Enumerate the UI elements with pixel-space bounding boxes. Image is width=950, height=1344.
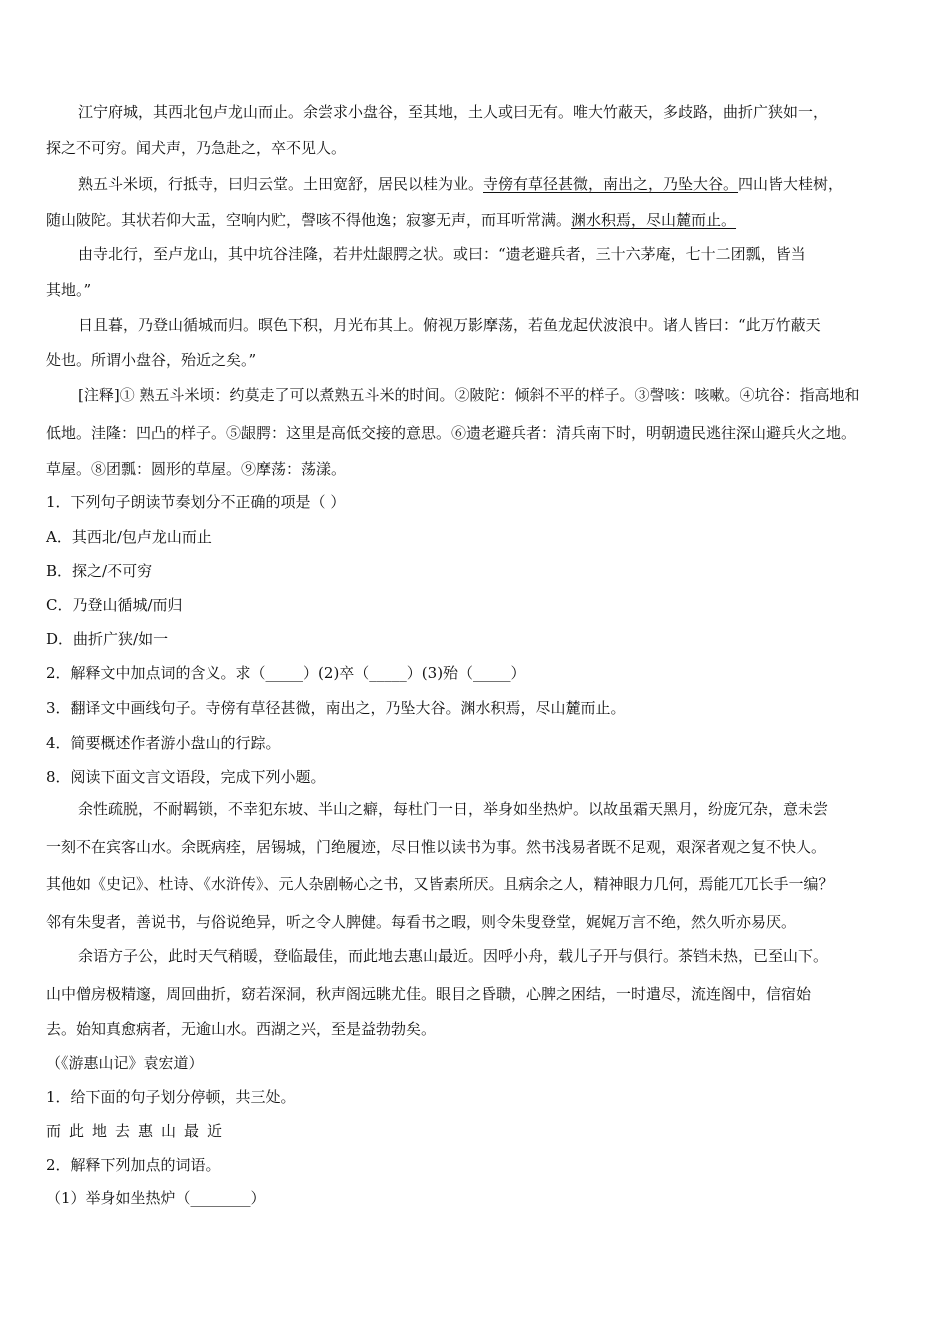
passage1-p2-line1	[78, 174, 843, 194]
passage1-p1-line2: 探之不可穷。闻犬声，乃急赴之，卒不见人。	[46, 139, 347, 157]
question-3: 3．翻译文中画线句子。寺傍有草径甚微，南出之，乃坠大谷。渊水积焉，尽山麓而止。	[46, 699, 626, 717]
passage2-p1-line2: 一刻不在宾客山水。余既病痊，居锡城，门绝履迹，尽日惟以读书为事。然书浅易者既不足观，艰深者观之复不快人。	[46, 838, 827, 856]
question-2: 2．解释文中加点词的含义。求（_____）(2)卒（_____）(3)殆（_____）	[46, 664, 526, 682]
sub-question-1: （1）举身如坐热炉（________）	[46, 1189, 266, 1207]
option-c: C．乃登山循城/而归	[46, 596, 183, 614]
option-a: A．其西北/包卢龙山而止	[46, 528, 212, 546]
passage1-p2-line2	[46, 210, 736, 230]
source-citation: （《游惠山记》袁宏道）	[46, 1054, 204, 1072]
option-b: B．探之/不可穷	[46, 562, 153, 580]
underlined-sentence: 渊水积焉，尽山麓而止。	[571, 211, 737, 229]
passage2-p2-line2: 山中僧房极精邃，周回曲折，窈若深洞，秋声阁远眺尤佳。眼目之昏聩，心脾之困结，一时遣尽，流连阁中，信宿始	[46, 985, 812, 1003]
underlined-sentence: 寺傍有草径甚微，南出之，乃坠大谷。	[483, 175, 739, 193]
question-8: 8．阅读下面文言文语段，完成下列小题。	[46, 768, 326, 786]
passage2-p2-line3: 去。始知真愈病者，无逾山水。西湖之兴，至是益勃勃矣。	[46, 1020, 437, 1038]
question-2-2: 2．解释下列加点的词语。	[46, 1156, 221, 1174]
passage1-p1-line1: 江宁府城，其西北包卢龙山而止。余尝求小盘谷，至其地，土人或曰无有。唯大竹蔽天，多歧路，曲折广狭如一，	[78, 103, 829, 121]
notes-line2: 低地。洼隆：凹凸的样子。⑤龈腭：这里是高低交接的意思。⑥遗老避兵者：清兵南下时，明朝遗民逃往深山避兵火之地。	[46, 424, 857, 442]
passage2-p1-line4: 邻有朱叟者，善说书，与俗说绝异，听之令人脾健。每看书之暇，则令朱叟登堂，娓娓万言不绝，然久听亦易厌。	[46, 913, 797, 931]
notes-line1: [注释]① 熟五斗米顷：约莫走了可以煮熟五斗米的时间。②陂陀：倾斜不平的样子。③謦咳：咳嗽。④坑谷：指高地和	[78, 386, 860, 404]
passage2-p1-line3: 其他如《史记》、杜诗、《水浒传》、元人杂剧畅心之书，又皆素所厌。且病余之人，精神眼力几何，焉能兀兀长手一编？	[46, 875, 834, 893]
question-1: 1．下列句子朗读节奏划分不正确的项是（ ）	[46, 493, 346, 511]
pause-sentence: 而此地去惠山最近	[46, 1122, 231, 1140]
text-span: 四山皆大桂树，	[738, 175, 844, 193]
passage1-p3-line1: 由寺北行，至卢龙山，其中坑谷洼隆，若井灶龈腭之状。或曰：“遗老避兵者，三十六茅庵，七十二团瓢，皆当	[78, 245, 806, 263]
text-span: 随山陂陀。其状若仰大盂，空响内贮，謦咳不得他逸；寂寥无声，而耳听常满。	[46, 211, 572, 229]
passage1-p3-line2: 其地。”	[46, 281, 92, 299]
passage1-p4-line1: 日且暮，乃登山循城而归。暝色下积，月光布其上。俯视万影摩荡，若鱼龙起伏波浪中。诸人皆曰：“此万竹蔽天	[78, 316, 821, 334]
passage2-p1-line1: 余性疏脱，不耐羁锁，不幸犯东坡、半山之癖，每杜门一日，举身如坐热炉。以故虽霜天黑月，纷庞冗杂，意未尝	[78, 800, 829, 818]
notes-line3: 草屋。⑧团瓢：圆形的草屋。⑨摩荡：荡漾。	[46, 460, 347, 478]
passage1-p4-line2: 处也。所谓小盘谷，殆近之矣。”	[46, 351, 257, 369]
question-4: 4．简要概述作者游小盘山的行踪。	[46, 734, 281, 752]
text-span: 熟五斗米顷，行抵寺，曰归云堂。土田宽舒，居民以桂为业。	[78, 175, 484, 193]
option-d: D．曲折广狭/如一	[46, 630, 169, 648]
question-2-1: 1．给下面的句子划分停顿，共三处。	[46, 1088, 296, 1106]
passage2-p2-line1: 余语方子公，此时天气稍暖，登临最佳，而此地去惠山最近。因呼小舟，载儿子开与俱行。茶铛未热，已至山下。	[78, 947, 829, 965]
